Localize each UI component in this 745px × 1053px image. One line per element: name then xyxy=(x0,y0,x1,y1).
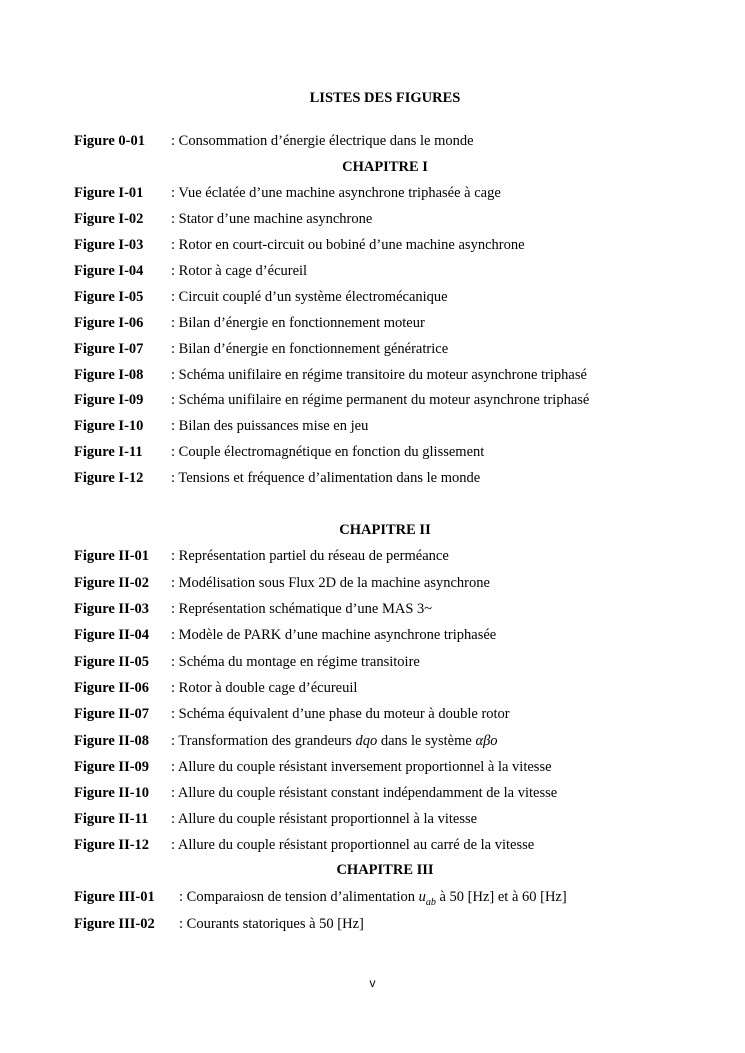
figure-label: Figure II-06 xyxy=(74,680,150,696)
figure-caption: : Vue éclatée d’une machine asynchrone triphasée à cage xyxy=(171,185,501,201)
figure-label: Figure I-06 xyxy=(74,315,144,331)
figure-label: Figure III-02 xyxy=(74,916,155,932)
figure-caption: : Rotor en court-circuit ou bobiné d’une machine asynchrone xyxy=(171,237,525,253)
figure-caption: : Représentation schématique d’une MAS 3~ xyxy=(171,601,433,617)
figure-label: Figure 0-01 xyxy=(74,133,146,149)
figure-caption: : Courants statoriques à 50 [Hz] xyxy=(179,916,364,932)
chapter-heading: CHAPITRE III xyxy=(336,862,434,878)
math-alpha-beta-o: αβo xyxy=(475,733,498,749)
figure-label: Figure I-10 xyxy=(74,418,144,434)
figure-caption: : Modèle de PARK d’une machine asynchrone triphasée xyxy=(171,627,497,643)
figure-label: Figure II-07 xyxy=(74,706,150,722)
page-number: v xyxy=(369,976,376,990)
figure-caption: : Couple électromagnétique en fonction du glissement xyxy=(171,444,485,460)
figure-label: Figure II-08 xyxy=(74,733,150,749)
figure-label: Figure II-10 xyxy=(74,785,150,801)
page-title: LISTES DES FIGURES xyxy=(309,90,461,106)
chapter-heading: CHAPITRE I xyxy=(342,159,428,175)
figure-caption: : Tensions et fréquence d’alimentation dans le monde xyxy=(171,470,481,486)
figure-label: Figure II-12 xyxy=(74,837,150,853)
figure-caption: : Stator d’une machine asynchrone xyxy=(171,211,373,227)
figure-caption: : Schéma unifilaire en régime permanent du moteur asynchrone triphasé xyxy=(171,392,590,408)
figure-caption xyxy=(171,733,498,750)
figure-caption: : Rotor à double cage d’écureuil xyxy=(171,680,358,696)
figure-caption: : Allure du couple résistant proportionnel au carré de la vitesse xyxy=(171,837,535,853)
figure-label: Figure II-09 xyxy=(74,759,150,775)
chapter-heading: CHAPITRE II xyxy=(339,522,431,538)
figure-label: Figure I-11 xyxy=(74,444,143,460)
figure-label: Figure I-03 xyxy=(74,237,144,253)
figure-label: Figure I-07 xyxy=(74,341,144,357)
figure-caption: : Rotor à cage d’écureil xyxy=(171,263,308,279)
figure-label: Figure II-01 xyxy=(74,548,150,564)
caption-text: : Transformation des grandeurs xyxy=(171,733,356,749)
figure-caption: : Bilan des puissances mise en jeu xyxy=(171,418,369,434)
caption-text: dans le système xyxy=(377,733,476,749)
math-u: u xyxy=(418,889,426,905)
figure-label: Figure II-03 xyxy=(74,601,150,617)
figure-label: Figure I-09 xyxy=(74,392,144,408)
figure-label: Figure II-04 xyxy=(74,627,150,643)
figure-caption: : Représentation partiel du réseau de perméance xyxy=(171,548,449,564)
figure-label: Figure I-08 xyxy=(74,367,144,383)
figure-label: Figure I-04 xyxy=(74,263,144,279)
figure-caption: : Schéma unifilaire en régime transitoire du moteur asynchrone triphasé xyxy=(171,367,587,383)
figure-caption: : Schéma du montage en régime transitoire xyxy=(171,654,420,670)
caption-text: à 50 [Hz] et à 60 [Hz] xyxy=(435,889,567,905)
figure-caption: : Bilan d’énergie en fonctionnement moteur xyxy=(171,315,425,331)
figure-label: Figure III-01 xyxy=(74,889,155,905)
figure-caption: : Bilan d’énergie en fonctionnement génératrice xyxy=(171,341,449,357)
figure-caption: : Circuit couplé d’un système électromécanique xyxy=(171,289,448,305)
figure-label: Figure I-05 xyxy=(74,289,144,305)
figure-label: Figure II-11 xyxy=(74,811,149,827)
figure-label: Figure II-05 xyxy=(74,654,150,670)
figure-caption: : Consommation d’énergie électrique dans le monde xyxy=(171,133,474,149)
math-dqo: dqo xyxy=(355,733,378,749)
figure-label: Figure I-02 xyxy=(74,211,144,227)
figure-label: Figure I-01 xyxy=(74,185,144,201)
figure-label: Figure I-12 xyxy=(74,470,144,486)
figure-caption: : Allure du couple résistant inversement proportionnel à la vitesse xyxy=(171,759,552,775)
caption-text: : Comparaiosn de tension d’alimentation xyxy=(179,889,419,905)
figure-caption xyxy=(179,889,567,908)
figure-label: Figure II-02 xyxy=(74,575,150,591)
figure-caption: : Allure du couple résistant constant indépendamment de la vitesse xyxy=(171,785,558,801)
figure-caption: : Allure du couple résistant proportionnel à la vitesse xyxy=(171,811,478,827)
figure-caption: : Modélisation sous Flux 2D de la machine asynchrone xyxy=(171,575,490,591)
figure-caption: : Schéma équivalent d’une phase du moteur à double rotor xyxy=(171,706,510,722)
math-subscript-ab: ab xyxy=(425,896,436,908)
